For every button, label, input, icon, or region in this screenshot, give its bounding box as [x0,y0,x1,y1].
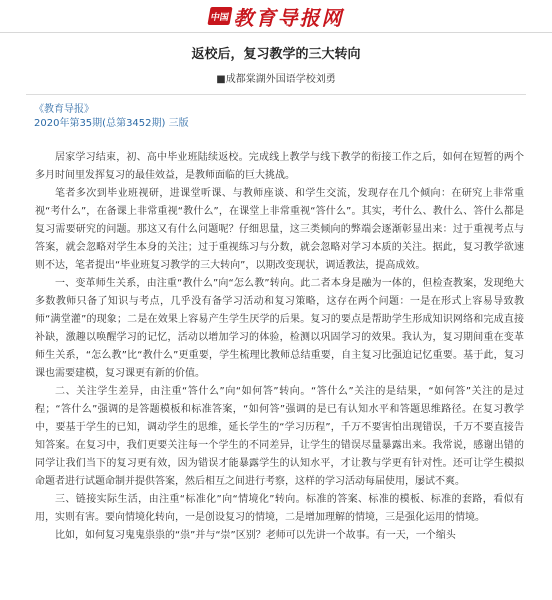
paragraph: 居家学习结束，初、高中毕业班陆续返校。完成线上教学与线下教学的衔接工作之后，如何在短暂的两个多月时间里发挥复习的最佳效益，是教师面临的巨大挑战。 [35,152,524,181]
paragraph: 一、变革师生关系，由注重“教什么”向“怎么教”转向。此二者本身是融为一体的，但检查教案，发现绝大多数教师只备了知识与考点，几乎没有备学习活动和复习策略，这存在两个问题：一是在形式上容易导致教师“满堂灌”的现象；二是在效果上容易产生学生厌学的后果。复习的要点是帮助学生形成知识网络和完成直接补缺，激趣以唤醒学习的记忆，活动以增加学习的体验，检测以巩固学习的效果。我认为，复习期间重在变革师生关系，“怎么教”比“教什么”更重要，学生梳理比教师总结重要，自主复习比强迫记忆重要。基于此，复习课也需要建模，复习课更有新的价值。 [35,278,524,379]
source-link[interactable]: 《教育导报》 [34,104,94,115]
article-body [35,149,524,545]
issue-info: 2020年第35期(总第3452期) 三版 [34,118,189,129]
paragraph: 比如，如何复习鬼鬼祟祟的“祟”并与“崇”区别？老师可以先讲一个故事。有一天，一个缩头 [55,530,456,541]
article-source [34,103,552,131]
article-header [0,43,552,85]
paragraph: 三、链接实际生活，由注重“标准化”向“情境化”转向。标准的答案、标准的模板、标准的套路，看似有用，实则有害。要向情境化转向，一是创设复习的情境，二是增加理解的情境，三是强化运用的情境。 [35,494,524,523]
logo-text: 教育导报网 [233,5,344,30]
divider [26,94,526,95]
paragraph: 二、关注学生差异，由注重“答什么”向“如何答”转向。“答什么”关注的是结果，“如何答”关注的是过程；“答什么”强调的是答题模板和标准答案，“如何答”强调的是已有认知水平和答题思维路径。在复习教学中，要基于学生的已知，调动学生的思维，延长学生的“学习历程”，千万不要害怕出现错误，千万不要直接告知答案。在复习中，我们更要关注每一个学生的不同差异，让学生的错误尽量暴露出来。我常说，感谢出错的同学让我们当下的复习更有效，因为错误才能暴露学生的认知水平，才让教与学更有针对性。还可让学生模拟命题者进行试题命制并提供答案，然后相互之间进行考察，这样的学习活动每届使用，屡试不爽。 [35,386,524,487]
logo-mark-icon: 中国 [207,7,232,25]
masthead [0,0,552,33]
site-logo[interactable] [209,2,344,31]
article-byline: ■成都棠湖外国语学校刘勇 [216,74,336,85]
paragraph: 笔者多次到毕业班视研，进课堂听课、与教师座谈、和学生交流，发现存在几个倾向：在研究上非常重视“考什么”，在备课上非常重视“教什么”，在课堂上非常重视“答什么”。其实，考什么、教什么、答什么都是复习需要研究的问题。那这又有什么问题呢？仔细思量，这三类倾向的弊端会逐渐彰显出来：过于重视考点与答案，就会忽略对学生本身的关注；过于重视练习与分数，就会忽略对学习本质的关注。据此，复习教学欲速则不达，笔者提出“毕业班复习教学的三大转向”，以期改变现状，调适教法，提高成效。 [35,188,524,271]
article-title: 返校后，复习教学的三大转向 [191,47,361,62]
